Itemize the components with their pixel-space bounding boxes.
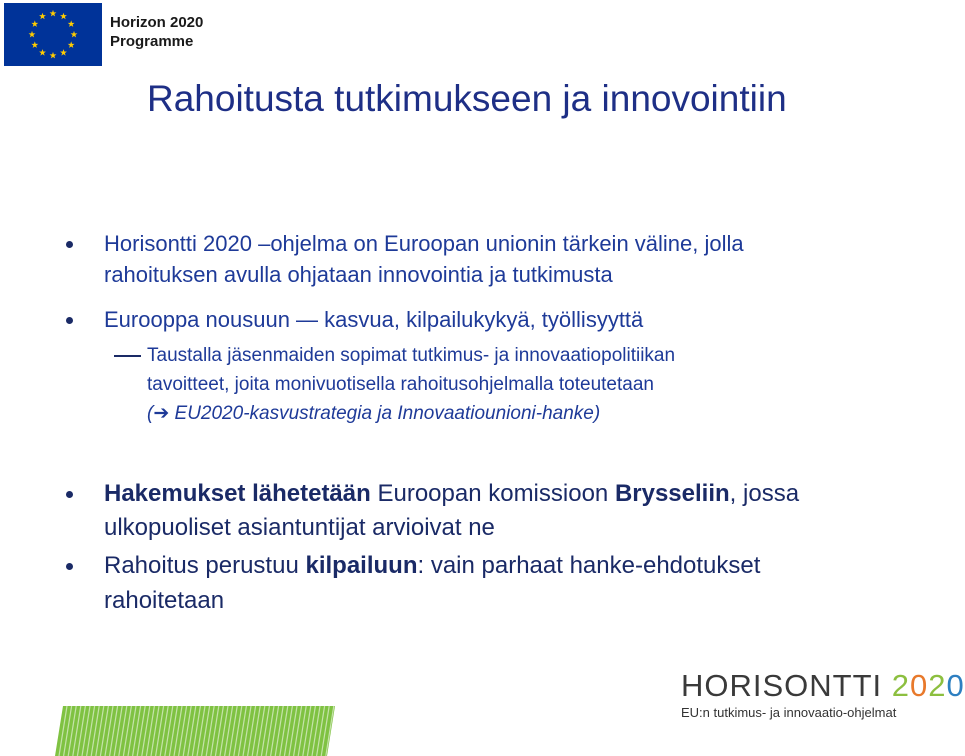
star-icon <box>50 52 57 59</box>
horizon-brand <box>110 13 203 51</box>
bullet-3-line-2: ulkopuoliset asiantuntijat arvioivat ne <box>104 514 495 541</box>
sub-bullet-line-3-text: EU2020-kasvustrategia ja Innovaatiounioni-hanke) <box>169 403 601 424</box>
brand-line-2: Programme <box>110 33 194 50</box>
star-icon <box>60 49 67 56</box>
star-icon <box>71 31 78 38</box>
arrow-right-icon: ➔ <box>153 402 170 424</box>
bullet-4-start: Rahoitus perustuu <box>104 552 306 579</box>
star-icon <box>68 20 75 27</box>
star-icon <box>31 20 38 27</box>
horisontti-logo <box>681 668 965 720</box>
star-icon <box>60 13 67 20</box>
bullet-dot <box>66 241 73 248</box>
sub-bullet-line-1: Taustalla jäsenmaiden sopimat tutkimus- ja innovaatiopolitiikan <box>147 345 676 366</box>
star-icon <box>29 31 36 38</box>
bullet-dot <box>66 491 73 498</box>
slide-title: Rahoitusta tutkimukseen ja innovointiin <box>147 78 787 119</box>
star-icon <box>68 41 75 48</box>
bullet-4-line-1 <box>104 548 760 583</box>
bullet-1-line-2: rahoituksen avulla ohjataan innovointia ja tutkimusta <box>104 262 613 287</box>
sub-bullet-line-3 <box>147 399 600 428</box>
paren-open: ( <box>147 403 154 424</box>
logo-digit: 0 <box>946 668 965 703</box>
logo-subtitle: EU:n tutkimus- ja innovaatio-ohjelmat <box>681 705 897 720</box>
bullet-3-mid: Euroopan komissioon <box>370 480 615 507</box>
brand-line-1: Horizon 2020 <box>110 14 204 31</box>
bullet-3-bold-1: Hakemukset lähetetään <box>104 480 371 507</box>
logo-wordmark <box>681 668 965 704</box>
bullet-3-end: , jossa <box>729 480 800 507</box>
star-icon <box>31 41 38 48</box>
sub-bullet-line-2: tavoitteet, joita monivuotisella rahoitusohjelmalla toteutetaan <box>147 374 654 395</box>
bullet-2: Eurooppa nousuun — kasvua, kilpailukykyä, työllisyyttä <box>104 307 644 332</box>
star-icon <box>50 10 57 17</box>
logo-digit: 2 <box>928 668 947 703</box>
decorative-stripes <box>55 706 335 756</box>
bullet-1-line-1: Horisontti 2020 –ohjelma on Euroopan unionin tärkein väline, jolla <box>104 231 744 256</box>
star-icon <box>39 49 46 56</box>
logo-digit: 0 <box>910 668 929 703</box>
bullet-4-line-2: rahoitetaan <box>104 587 225 614</box>
bullet-dot <box>66 317 73 324</box>
eu-flag-icon <box>4 3 102 66</box>
logo-digit: 2 <box>891 668 911 703</box>
star-icon <box>39 13 46 20</box>
bullet-4-end: : vain parhaat hanke-ehdotukset <box>417 552 761 579</box>
logo-word-text: HORISONTTI <box>681 668 892 703</box>
bullet-3-line-1 <box>104 476 799 511</box>
bullet-4-bold: kilpailuun <box>305 552 418 579</box>
dash-marker <box>114 355 141 357</box>
bullet-dot <box>66 563 73 570</box>
bullet-3-bold-2: Brysseliin <box>614 480 730 507</box>
